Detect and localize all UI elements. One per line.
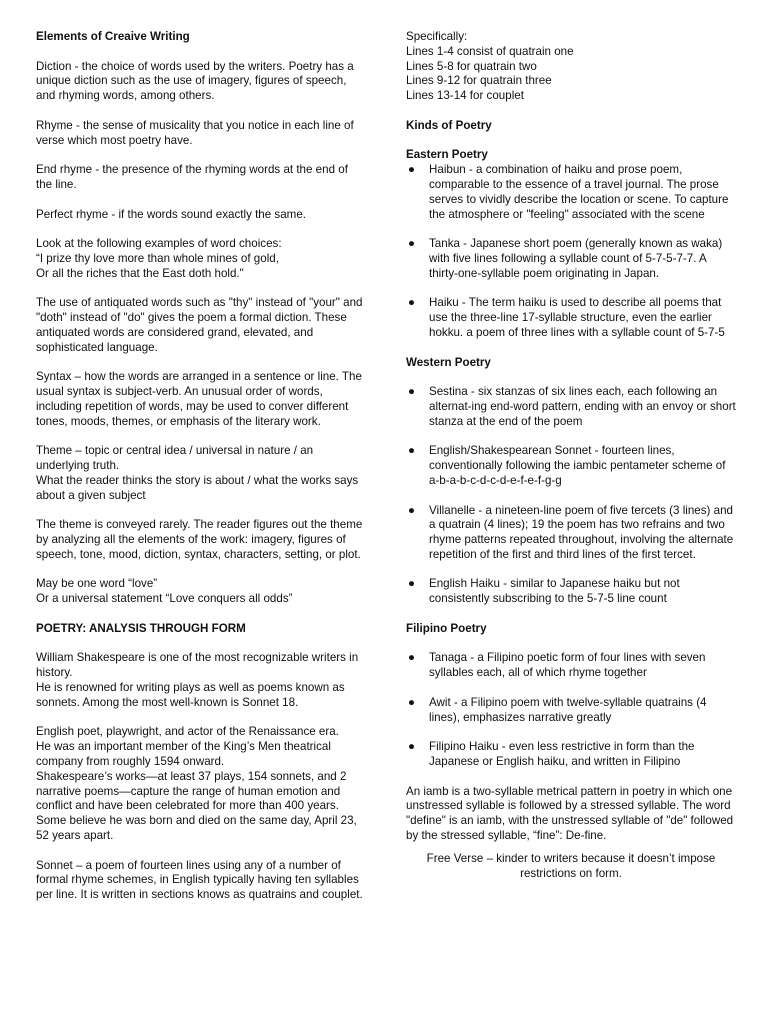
- bullet-icon: ●: [408, 237, 416, 251]
- list-item-text: English Haiku - similar to Japanese haiku but not consistently subscribing to the 5-7-5 line count: [429, 577, 680, 606]
- english-poet-line: English poet, playwright, and actor of the Renaissance era.: [36, 725, 339, 739]
- list-item-text: Tanaga - a Filipino poetic form of four lines with seven syllables each, all of which rhyme together: [429, 651, 706, 680]
- bullet-icon: ●: [408, 444, 416, 458]
- specifically-label: Specifically:: [406, 30, 468, 43]
- theme-paragraph: [36, 444, 366, 503]
- examples-intro: Look at the following examples of word choices:: [36, 237, 282, 251]
- lines-couplet: Lines 13-14 for couplet: [406, 89, 524, 103]
- sonnet-paragraph: Sonnet – a poem of fourteen lines using any of a number of formal rhyme schemes, in English typically having ten syllables per line. It is written in sections knows as quatrains and couplet.: [36, 858, 363, 902]
- document-title: Elements of Creaive Writing: [36, 30, 190, 43]
- diction-paragraph: Diction - the choice of words used by the writers. Poetry has a unique diction such as the use of imagery, figures of speech, and rhyming words, among others.: [36, 59, 354, 103]
- bullet-icon: ●: [408, 503, 416, 517]
- kinds-heading: Kinds of Poetry: [406, 118, 492, 132]
- kings-men-line: He was an important member of the King’s Men theatrical company from roughly 1594 onward.: [36, 740, 331, 769]
- example-line-1: “I prize thy love more than whole mines of gold,: [36, 251, 279, 265]
- filipino-list: [406, 651, 736, 769]
- list-item-text: Awit - a Filipino poem with twelve-syllable quatrains (4 lines), emphasizes narrative greatly: [429, 695, 707, 724]
- specifically-paragraph: [406, 30, 736, 104]
- western-list: [406, 385, 736, 607]
- antiquated-paragraph: The use of antiquated words such as "thy" instead of "your" and "doth" instead of "do" gives the poem a formal diction. These antiquated words are considered grand, elevated, and sophisticated language.: [36, 296, 363, 354]
- rhyme-paragraph: Rhyme - the sense of musicality that you notice in each line of verse which most poetry have.: [36, 118, 354, 147]
- list-item: [406, 296, 736, 340]
- free-verse-paragraph: Free Verse – kinder to writers because it doesn’t impose restrictions on form.: [426, 851, 716, 880]
- iamb-paragraph: An iamb is a two-syllable metrical pattern in poetry in which one unstressed syllable is followed by a stressed syllable. The word "define" is an iamb, with the unstressed syllable of "de" followed by the stressed syllable, “fine”: De-fine.: [406, 784, 734, 843]
- shakespeare-bio-paragraph: [36, 725, 366, 843]
- list-item-text: Villanelle - a nineteen-line poem of five tercets (3 lines) and a quatrain (4 lines); 19 the poem has two refrains and two rhyme patterns repeated throughout, involving the alternate repetition of the first and third lines of the first tercet.: [429, 503, 734, 561]
- list-item: [406, 504, 736, 563]
- lines-quatrain-two: Lines 5-8 for quatrain two: [406, 59, 537, 73]
- shakespeare-sonnets: He is renowned for writing plays as well as poems known as sonnets. Among the most well-known is Sonnet 18.: [36, 681, 345, 709]
- works-line: Shakespeare’s works—at least 37 plays, 154 sonnets, and 2 narrative poems—capture the range of human emotion and conflict and have been celebrated for more than 400 years.: [36, 769, 347, 813]
- example-line-2: Or all the riches that the East doth hold.": [36, 266, 244, 280]
- lines-quatrain-three: Lines 9-12 for quatrain three: [406, 74, 552, 88]
- bullet-icon: ●: [408, 740, 416, 754]
- one-word-line: May be one word “love”: [36, 577, 158, 591]
- born-died-line: Some believe he was born and died on the same day, April 23, 52 years apart.: [36, 814, 357, 843]
- list-item-text: Haibun - a combination of haiku and prose poem, comparable to the essence of a travel journal. The prose serves to vividly describe the location or scene. To capture the atmosphere or "feeling" associated with the scene: [429, 163, 729, 221]
- list-item: [406, 444, 736, 488]
- bullet-icon: ●: [408, 577, 416, 591]
- filipino-heading: Filipino Poetry: [406, 621, 487, 635]
- form-heading: POETRY: ANALYSIS THROUGH FORM: [36, 621, 246, 635]
- eastern-heading: Eastern Poetry: [406, 148, 488, 162]
- universal-line: Or a universal statement “Love conquers all odds”: [36, 592, 293, 606]
- shakespeare-intro: William Shakespeare is one of the most recognizable writers in history.: [36, 651, 359, 680]
- bullet-icon: ●: [408, 651, 416, 665]
- syntax-paragraph: Syntax – how the words are arranged in a sentence or line. The usual syntax is subject-verb. An unusual order of words, including repetition of words, may be used to conver different tones, moods, themes, or emphasis of the literary work.: [36, 370, 362, 428]
- list-item-text: Filipino Haiku - even less restrictive in form than the Japanese or English haiku, and written in Filipino: [429, 740, 695, 769]
- list-item: [406, 651, 736, 681]
- list-item: [406, 163, 736, 222]
- theme-conveyed-paragraph: The theme is conveyed rarely. The reader figures out the theme by analyzing all the elements of the work: imagery, figures of speech, tone, mood, diction, syntax, characters, setting, or plot.: [36, 518, 363, 561]
- list-item: [406, 696, 736, 726]
- list-item-text: Haiku - The term haiku is used to describe all poems that use the three-line 17-syllable structure, even the earlier hokku. a poem of three lines with a syllable count of 5-7-5: [429, 296, 725, 339]
- bullet-icon: ●: [408, 296, 416, 310]
- end-rhyme-paragraph: End rhyme - the presence of the rhyming words at the end of the line.: [36, 163, 348, 191]
- list-item: [406, 740, 736, 770]
- list-item-text: Sestina - six stanzas of six lines each, each following an alternat-ing end-word pattern, ending with an envoy or short stanza at the end of the poem: [429, 385, 736, 428]
- bullet-icon: ●: [408, 695, 416, 709]
- examples-paragraph: [36, 237, 366, 281]
- bullet-icon: ●: [408, 163, 416, 177]
- list-item: [406, 237, 736, 281]
- right-column: [406, 30, 736, 896]
- list-item: [406, 577, 736, 607]
- left-column: [36, 30, 366, 918]
- bullet-icon: ●: [408, 385, 416, 399]
- shakespeare-paragraph: [36, 651, 366, 710]
- list-item-text: Tanka - Japanese short poem (generally known as waka) with five lines following a syllable count of 5-7-5-7-7. A thirty-one-syllable poem originating in Japan.: [429, 237, 723, 280]
- list-item-text: English/Shakespearean Sonnet - fourteen lines, conventionally following the iambic pentameter scheme of a-b-a-b-c-d-c-d-e-f-e-f-g-g: [429, 444, 726, 487]
- western-heading: Western Poetry: [406, 355, 491, 369]
- eastern-list: [406, 163, 736, 341]
- list-item: [406, 385, 736, 429]
- theme-reader: What the reader thinks the story is about / what the works says about a given subject: [36, 473, 359, 502]
- lines-quatrain-one: Lines 1-4 consist of quatrain one: [406, 44, 574, 58]
- perfect-rhyme-paragraph: Perfect rhyme - if the words sound exactly the same.: [36, 207, 306, 221]
- theme-definition: Theme – topic or central idea / universal in nature / an underlying truth.: [36, 444, 314, 473]
- theme-examples-paragraph: [36, 577, 366, 607]
